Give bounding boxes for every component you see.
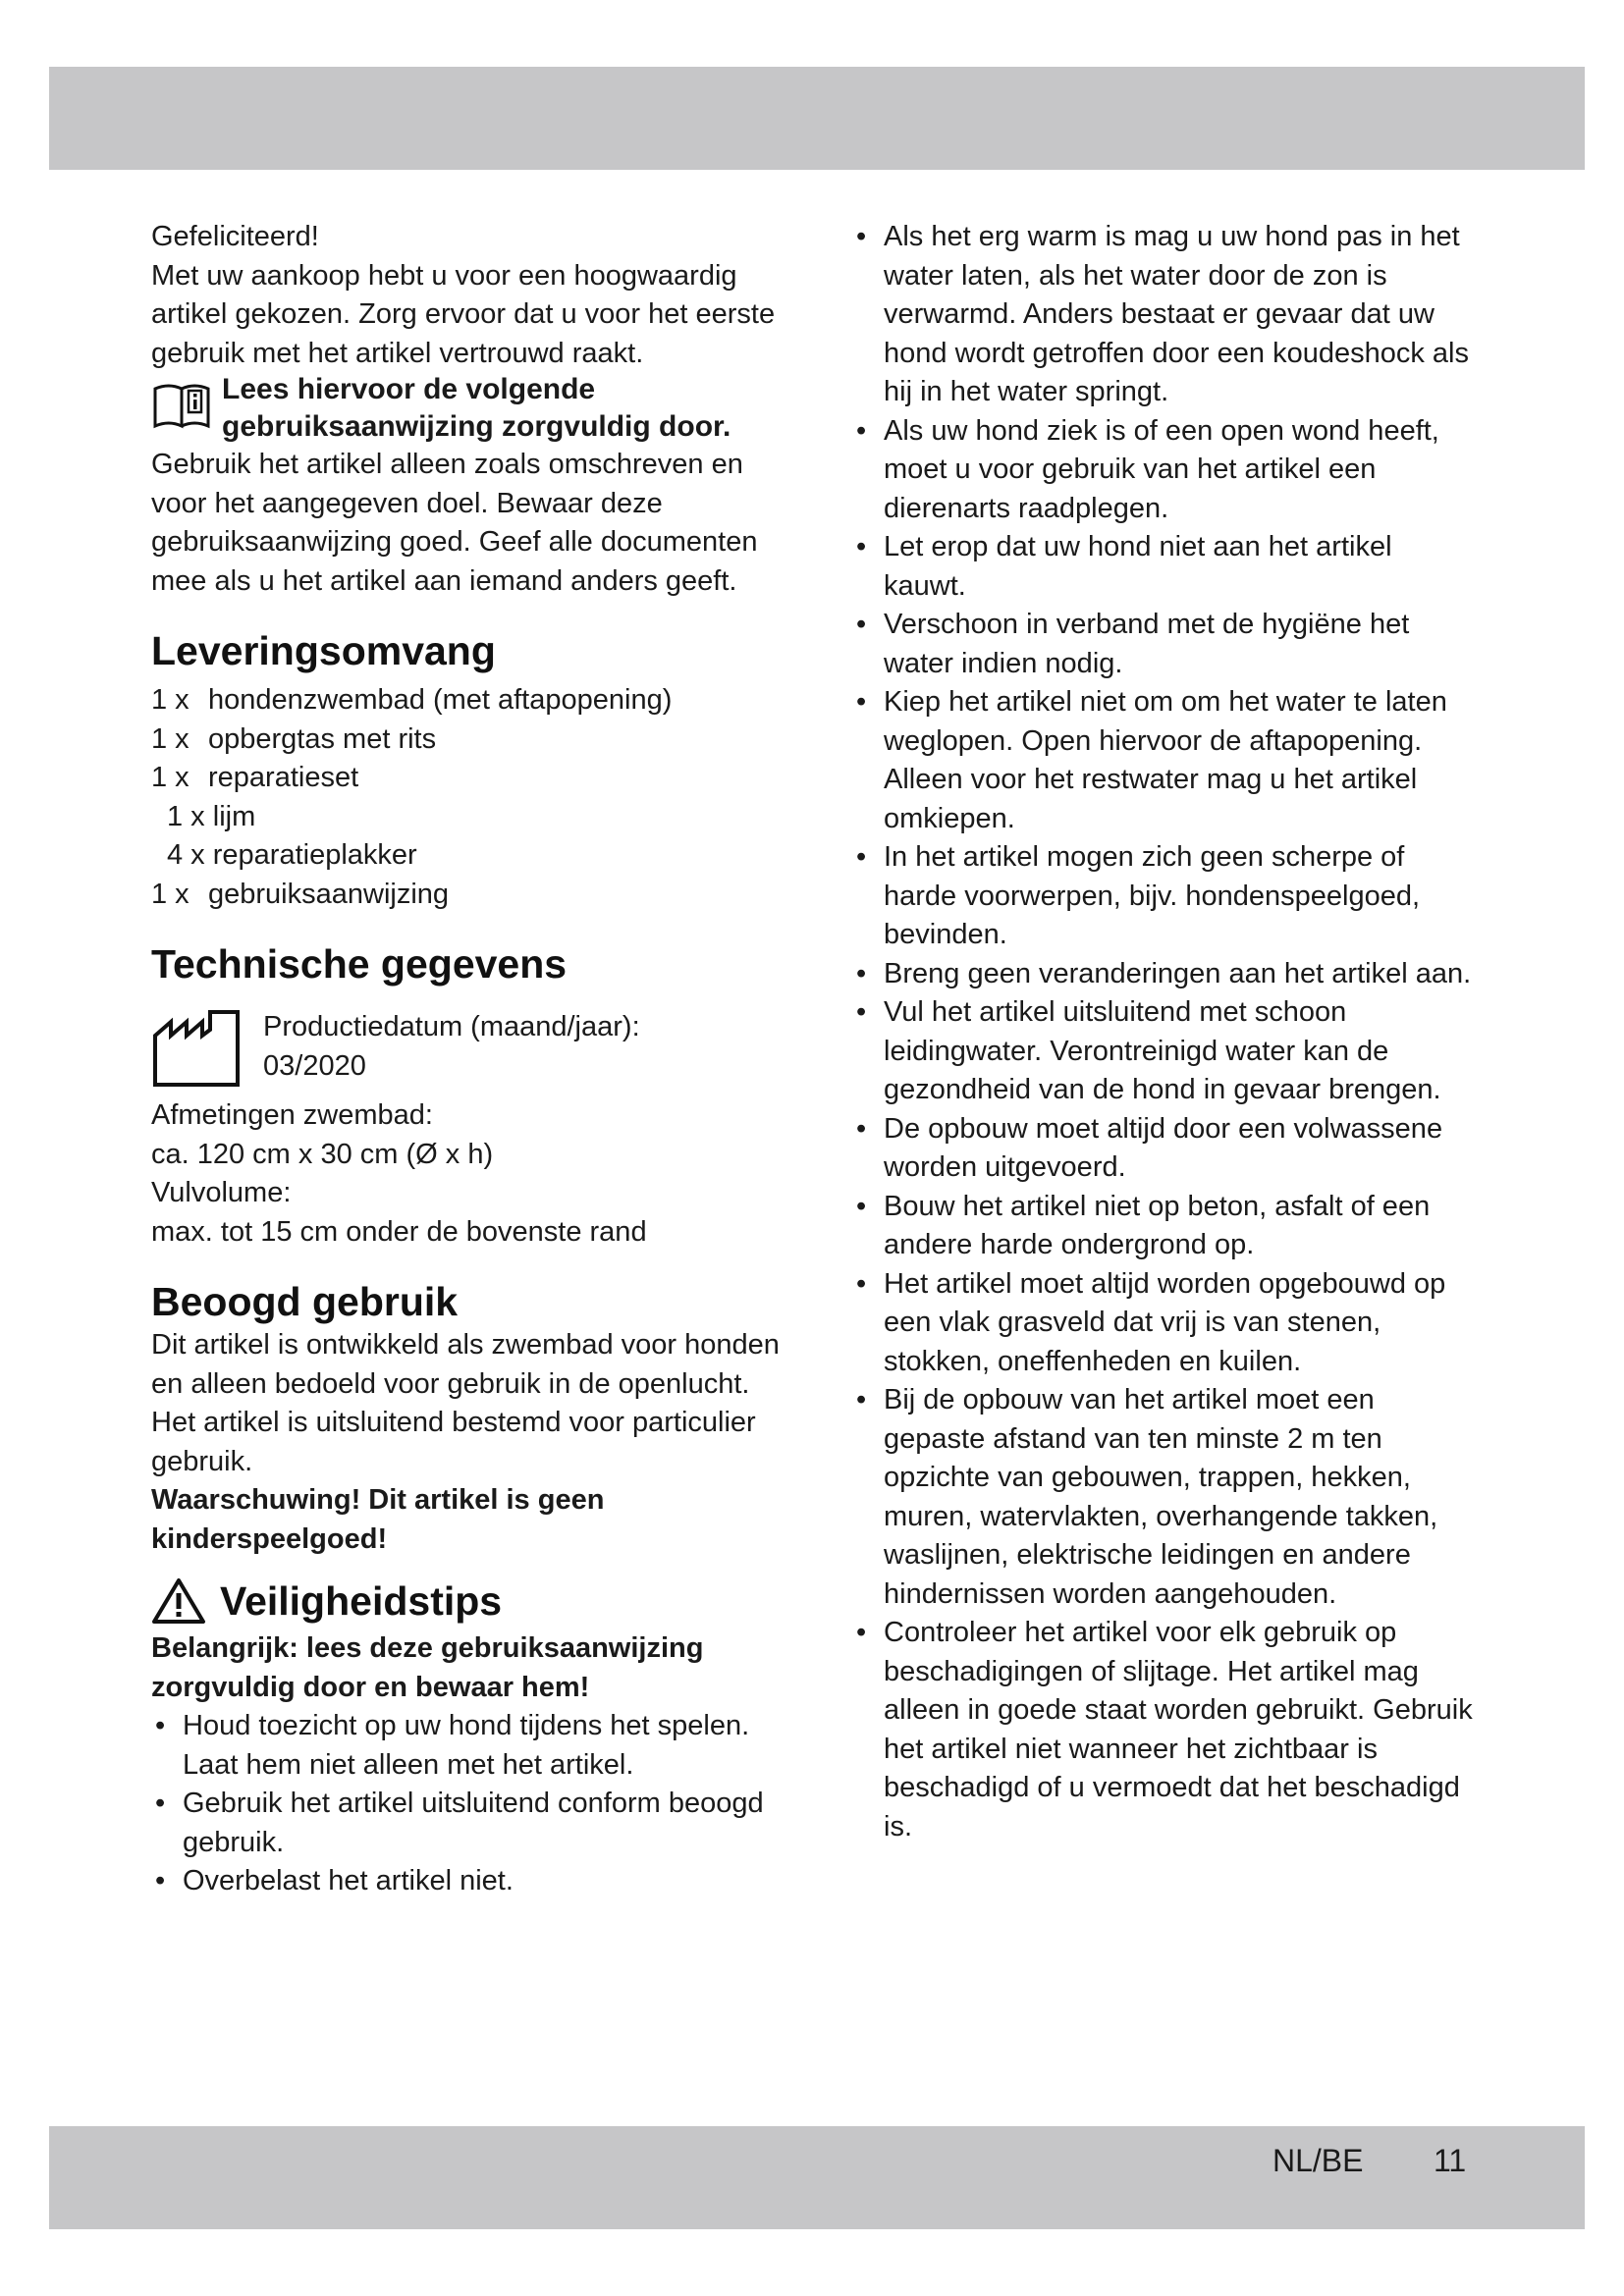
- intended-use-text: Dit artikel is ontwikkeld als zwembad voor honden en alleen bedoeld voor gebruik in de openlucht. Het artikel is uitsluitend bestemd voor particulier gebruik.: [151, 1329, 780, 1477]
- safety-important: Belangrijk: lees deze gebruiksaanwijzing zorgvuldig door en bewaar hem!: [151, 1632, 704, 1703]
- production-date-value: 03/2020: [263, 1049, 366, 1082]
- list-item: 4 x reparatieplakker: [167, 839, 417, 871]
- list-item: • Gebruik het artikel uitsluitend conform beoogd gebruik.: [151, 1785, 780, 1862]
- list-item: • Het artikel moet altijd worden opgebouwd op een vlak grasveld dat vrij is van stenen, stokken, oneffenheden en kuilen.: [852, 1265, 1481, 1382]
- intro-paragraph: Met uw aankoop hebt u voor een hoogwaardig artikel gekozen. Zorg ervoor dat u voor het eerste gebruik met het artikel vertrouwd raakt.: [151, 259, 776, 369]
- right-column: [852, 218, 1481, 1846]
- read-manual-icon: [151, 375, 212, 436]
- safety-heading: Veiligheidstips: [220, 1578, 503, 1624]
- list-item: 1 x opbergtas met rits: [151, 722, 437, 755]
- list-item: 1 x reparatieset: [151, 762, 359, 793]
- list-item: • Breng geen veranderingen aan het artikel aan.: [852, 955, 1481, 994]
- list-item: • Bouw het artikel niet op beton, asfalt of een andere harde ondergrond op.: [852, 1188, 1481, 1265]
- list-item: 1 x lijm: [167, 800, 256, 832]
- factory-icon: [151, 1008, 242, 1089]
- list-item: • De opbouw moet altijd door een volwassene worden uitgevoerd.: [852, 1110, 1481, 1188]
- list-item: • Verschoon in verband met de hygiëne het water indien nodig.: [852, 606, 1481, 683]
- list-item: • Controleer het artikel voor elk gebruik op beschadigingen of slijtage. Het artikel mag alleen in goede staat worden gebruikt. Gebruik het artikel niet wanneer het zichtbaar is beschadigd of u vermoedt dat het beschadigd is.: [852, 1614, 1481, 1846]
- read-instructions-note: [151, 373, 780, 446]
- scope-list: [151, 681, 780, 914]
- list-item: • Bij de opbouw van het artikel moet een gepaste afstand van ten minste 2 m ten opzichte van gebouwen, trappen, hekken, muren, watervlakten, overhangende takken, waslijnen, elektrische leidingen en andere hindernissen worden aangehouden.: [852, 1381, 1481, 1614]
- list-item: • Overbelast het artikel niet.: [151, 1862, 780, 1901]
- list-item: 1 x hondenzwembad (met aftapopening): [151, 684, 673, 716]
- list-item: • Let erop dat uw hond niet aan het artikel kauwt.: [852, 528, 1481, 606]
- list-item: • Vul het artikel uitsluitend met schoon leidingwater. Verontreinigd water kan de gezondheid van de hond in gevaar brengen.: [852, 993, 1481, 1110]
- volume-label: Vulvolume:: [151, 1177, 292, 1208]
- read-note-text: Lees hiervoor de volgende gebruiksaanwijzing zorgvuldig door.: [222, 373, 731, 443]
- page-number: 11: [1434, 2143, 1467, 2178]
- intro-greeting: Gefeliciteerd!: [151, 221, 319, 252]
- intended-use-heading: Beoogd gebruik: [151, 1279, 459, 1324]
- production-date-label: Productiedatum (maand/jaar):: [263, 1011, 640, 1042]
- tech-heading: Technische gegevens: [151, 941, 568, 987]
- list-item: 1 x gebruiksaanwijzing: [151, 878, 450, 910]
- scope-heading: Leveringsomvang: [151, 628, 496, 673]
- usage-paragraph: Gebruik het artikel alleen zoals omschreven en voor het aangegeven doel. Bewaar deze gebruiksaanwijzing goed. Geef alle documenten mee als u het artikel aan iemand anders geeft.: [151, 449, 758, 597]
- header-band: [49, 67, 1585, 170]
- list-item: • Houd toezicht op uw hond tijdens het spelen. Laat hem niet alleen met het artikel.: [151, 1707, 780, 1785]
- list-item: • Als uw hond ziek is of een open wond heeft, moet u voor gebruik van het artikel een dierenarts raadplegen.: [852, 412, 1481, 529]
- dimensions-value: ca. 120 cm x 30 cm (Ø x h): [151, 1138, 494, 1170]
- footer-language: NL/BE: [1272, 2143, 1364, 2178]
- list-item: • In het artikel mogen zich geen scherpe of harde voorwerpen, bijv. hondenspeelgoed, bevinden.: [852, 838, 1481, 955]
- left-column: [151, 218, 780, 1901]
- list-item: • Als het erg warm is mag u uw hond pas in het water laten, als het water door de zon is verwarmd. Anders bestaat er gevaar dat uw hond wordt getroffen door een koudeshock als hij in het water springt.: [852, 218, 1481, 412]
- production-date: [151, 1000, 780, 1089]
- warning-triangle-icon: [151, 1576, 206, 1626]
- volume-value: max. tot 15 cm onder de bovenste rand: [151, 1215, 647, 1248]
- safety-list-left: [151, 1707, 780, 1901]
- safety-list-right: [852, 218, 1481, 1846]
- toy-warning: Waarschuwing! Dit artikel is geen kinderspeelgoed!: [151, 1484, 605, 1555]
- safety-title: [151, 1576, 780, 1626]
- dimensions-label: Afmetingen zwembad:: [151, 1099, 433, 1131]
- list-item: • Kiep het artikel niet om om het water te laten weglopen. Open hiervoor de aftapopening. Alleen voor het restwater mag u het artikel omkiepen.: [852, 683, 1481, 838]
